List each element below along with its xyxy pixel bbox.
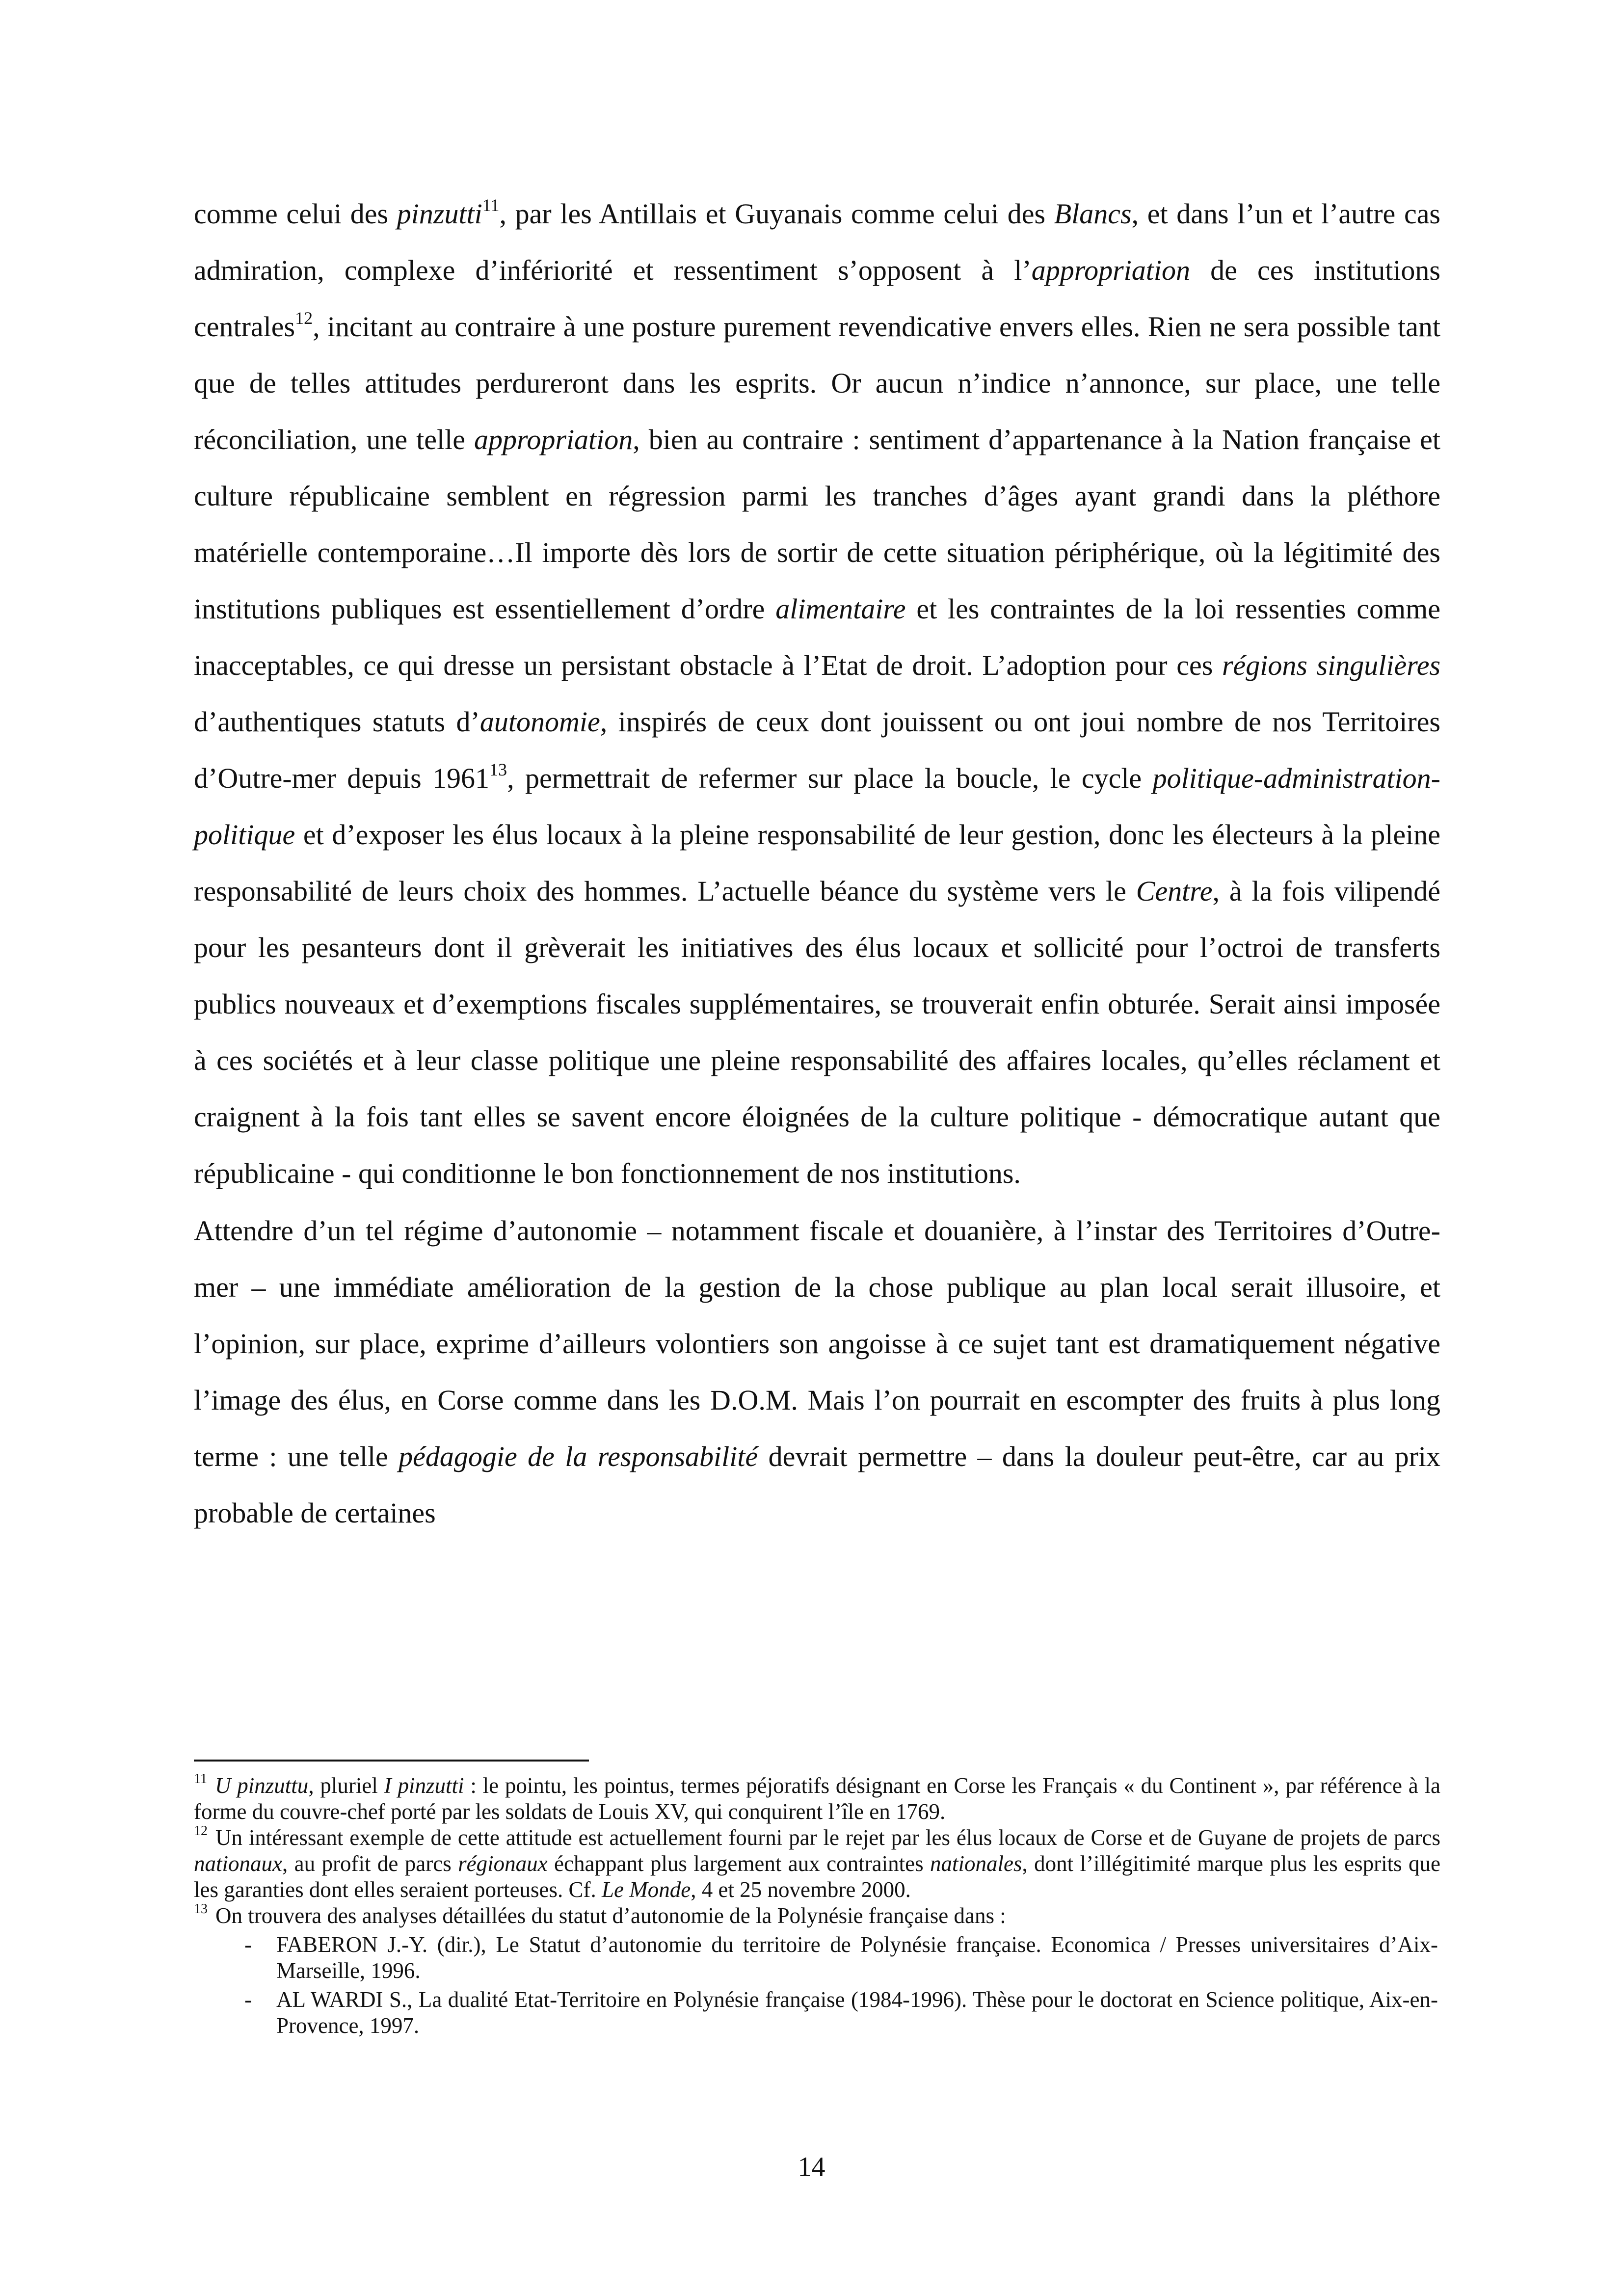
footnote-separator <box>194 1760 589 1762</box>
footnote-number: 11 <box>194 1771 207 1787</box>
footnote-ref-12[interactable]: 12 <box>295 308 313 328</box>
main-text <box>194 186 1440 1541</box>
footnote-ref-11[interactable]: 11 <box>482 195 500 215</box>
footnote-12: $^{12}$ Un intéressant exemple de cette attitude est actuellement fourni par le rejet par les élus locaux de Corse et de Guyane de projets de parcs nationaux, au profit de parcs régionaux échappant plus largement aux contraintes nationales, dont l’illégitimité marque plus les esprits que les garanties dont elles seraient porteuses. Cf. Le Monde, 4 et 25 novembre 2000. <box>194 1823 1441 1902</box>
list-dash: - <box>244 1987 252 2012</box>
list-item: - AL WARDI S., La dualité Etat-Territoire en Polynésie française (1984-1996). Thèse pour le doctorat en Science politique, Aix-en-Provence, 1997. <box>244 1987 1438 2038</box>
paragraph-2: Attendre d’un tel régime d’autonomie – notamment fiscale et douanière, à l’instar des Territoires d’Outre-mer – une immédiate amélioration de la gestion de la chose publique au plan local serait illusoire, et l’opinion, sur place, exprime d’ailleurs volontiers son angoisse à ce sujet tant est dramatiquement négative l’image des élus, en Corse comme dans les D.O.M. Mais l’on pourrait en escompter des fruits à plus long terme : une telle pédagogie de la responsabilité devrait permettre – dans la douleur peut-être, car au prix probable de certaines <box>194 1215 1440 1529</box>
list-item: - FABERON J.-Y. (dir.), Le Statut d’autonomie du territoire de Polynésie française. Economica / Presses universitaires d’Aix-Marseille, 1996. <box>244 1932 1438 1983</box>
footnote-11: $^{11}$ U pinzuttu, pluriel I pinzutti : le pointu, les pointus, termes péjoratifs désignant en Corse les Français « du Continent », par référence à la forme du couvre-chef porté par les soldats de Louis XV, qui conquirent l’île en 1769. <box>194 1771 1441 1824</box>
footnote-number: 12 <box>194 1823 208 1839</box>
footnote-number: 13 <box>194 1901 208 1917</box>
footnote-13: $^{13}$ On trouvera des analyses détaillées du statut d’autonomie de la Polynésie française dans : <box>194 1901 1006 1928</box>
paragraph-1: comme celui des pinzutti$^{11}$, par les Antillais et Guyanais comme celui des Blancs, et dans l’un et l’autre cas admiration, complexe d’infériorité et ressentiment s’opposent à l’appropriation de ces institutions centrales$^{12}$, incitant au contraire à une posture purement revendicative envers elles. Rien ne sera possible tant que de telles attitudes perdureront dans les esprits. Or aucun n’indice n’annonce, sur place, une telle réconciliation, une telle appropriation, bien au contraire : sentiment d’appartenance à la Nation française et culture républicaine semblent en régression parmi les tranches d’âges ayant grandi dans la pléthore matérielle contemporaine…Il importe dès lors de sortir de cette situation périphérique, où la légitimité des institutions publiques est essentiellement d’ordre alimentaire et les contraintes de la loi ressenties comme inacceptables, ce qui dresse un persistant obstacle à l’Etat de droit. L’adoption pour ces régions singulières d’authentiques statuts d’autonomie, inspirés de ceux dont jouissent ou ont joui nombre de nos Territoires d’Outre-mer depuis 1961$^{13}$, permettrait de refermer sur place la boucle, le cycle politique-administration-politique et d’exposer les élus locaux à la pleine responsabilité de leur gestion, donc les électeurs à la pleine responsabilité de leurs choix des hommes. L’actuelle béance du système vers le Centre, à la fois vilipendé pour les pesanteurs dont il grèverait les initiatives des élus locaux et sollicité pour l’octroi de transferts publics nouveaux et d’exemptions fiscales supplémentaires, se trouverait enfin obturée. Serait ainsi imposée à ces sociétés et à leur classe politique une pleine responsabilité des affaires locales, qu’elles réclament et craignent à la fois tant elles se savent encore éloignées de la culture politique - démocratique autant que républicaine - qui conditionne le bon fonctionnement de nos institutions. <box>194 195 1441 1189</box>
footnote-ref-13[interactable]: 13 <box>489 760 507 779</box>
page-number: 14 <box>798 2152 825 2182</box>
footnotes <box>194 1773 1440 2039</box>
reference-list <box>194 1932 1440 2039</box>
list-dash: - <box>244 1932 252 1957</box>
